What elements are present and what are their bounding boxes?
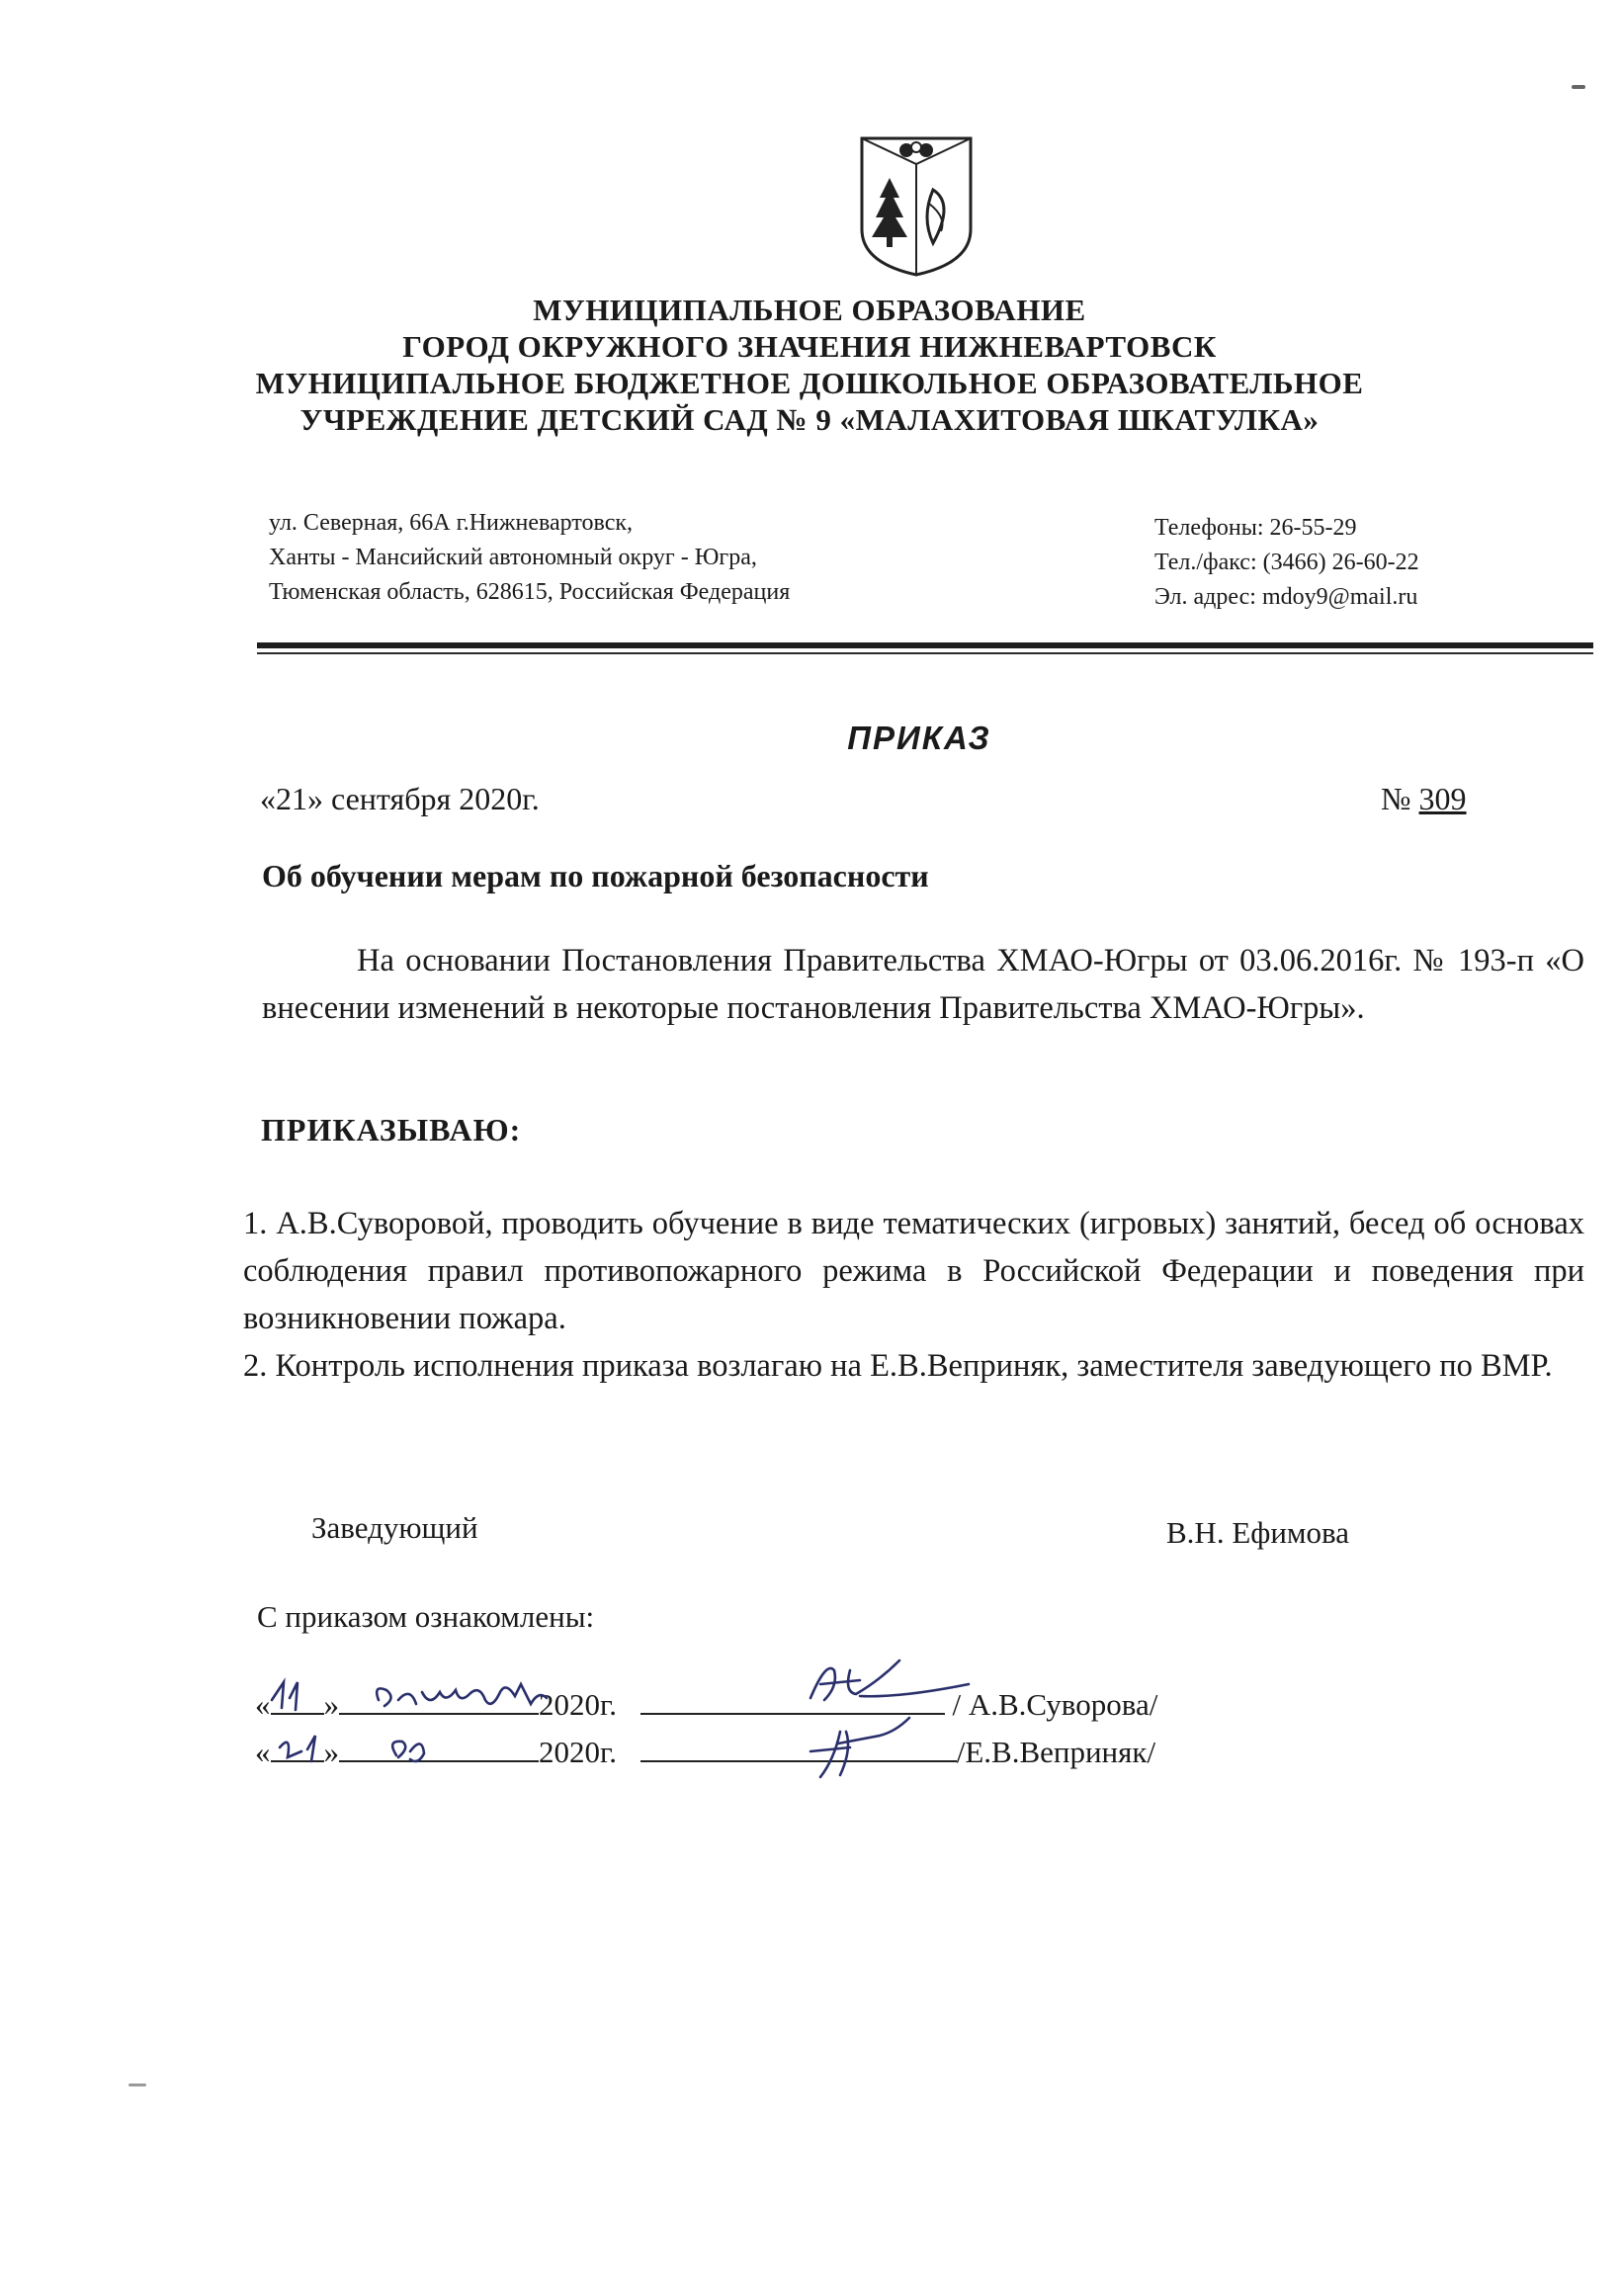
header-line-1: МУНИЦИПАЛЬНОЕ ОБРАЗОВАНИЕ: [533, 293, 1086, 327]
document-date: «21» сентября 2020г.: [260, 781, 540, 816]
ack-1-quote-close: »: [323, 1687, 339, 1722]
ack-2-year: 2020г.: [539, 1735, 617, 1769]
email-line: Эл. адрес: mdoy9@mail.ru: [1154, 584, 1418, 610]
address-line-2: Ханты - Мансийский автономный округ - Югра,: [269, 545, 757, 570]
address-line-1: ул. Северная, 66А г.Нижневартовск,: [269, 510, 634, 536]
order-item-1: 1. А.В.Суворовой, проводить обучение в виде тематических (игровых) занятий, бесед об основах соблюдения правил противопожарного режима в Российской Федерации и поведения при возникновении пожара.: [243, 1206, 1584, 1336]
ack-1-name: / А.В.Суворова/: [952, 1687, 1158, 1722]
scan-speck: [1572, 85, 1585, 89]
handwritten-signatures: [781, 1641, 1008, 1789]
header-line-3: МУНИЦИПАЛЬНОЕ БЮДЖЕТНОЕ ДОШКОЛЬНОЕ ОБРАЗОВАТЕЛЬНОЕ: [255, 366, 1364, 400]
ack-2-name: /Е.В.Веприняк/: [956, 1735, 1156, 1769]
address-line-3: Тюменская область, 628615, Российская Федерация: [269, 579, 791, 605]
coat-of-arms-emblem: [858, 134, 975, 279]
handwritten-dates: [262, 1670, 618, 1779]
document-number: [1381, 783, 1467, 814]
phone-line: Телефоны: 26-55-29: [1154, 515, 1357, 541]
order-item-2: 2. Контроль исполнения приказа возлагаю на Е.В.Веприняк, заместителя заведующего по ВМР.: [243, 1348, 1553, 1384]
signature-name: В.Н. Ефимова: [1166, 1515, 1350, 1550]
order-heading: ПРИКАЗЫВАЮ:: [261, 1112, 522, 1148]
basis-paragraph: На основании Постановления Правительства ХМАО-Югры от 03.06.2016г. № 193-п «О внесении изменений в некоторые постановления Правительства ХМАО-Югры».: [262, 943, 1584, 1026]
ack-2-quote-close: »: [323, 1735, 339, 1769]
document-number-value: 309: [1418, 781, 1467, 816]
header-line-2: ГОРОД ОКРУЖНОГО ЗНАЧЕНИЯ НИЖНЕВАРТОВСК: [402, 329, 1217, 364]
ack-1-year: 2020г.: [539, 1687, 617, 1722]
ack-1-quote-open: «: [255, 1687, 271, 1722]
document-subject: Об обучении мерам по пожарной безопасности: [262, 858, 929, 893]
header-divider: [257, 642, 1593, 648]
signature-position: Заведующий: [311, 1510, 478, 1545]
order-items: [243, 1200, 1584, 1390]
fax-line: Тел./факс: (3466) 26-60-22: [1154, 550, 1419, 575]
document-number-prefix: №: [1381, 781, 1419, 816]
ack-2-quote-open: «: [255, 1735, 271, 1769]
header-line-4: УЧРЕЖДЕНИЕ ДЕТСКИЙ САД № 9 «МАЛАХИТОВАЯ ШКАТУЛКА»: [299, 402, 1320, 437]
header-divider-thin: [257, 652, 1593, 654]
scan-speck: [128, 2083, 146, 2086]
document-title: ПРИКАЗ: [847, 720, 991, 756]
acknowledgement-heading: С приказом ознакомлены:: [257, 1599, 595, 1634]
